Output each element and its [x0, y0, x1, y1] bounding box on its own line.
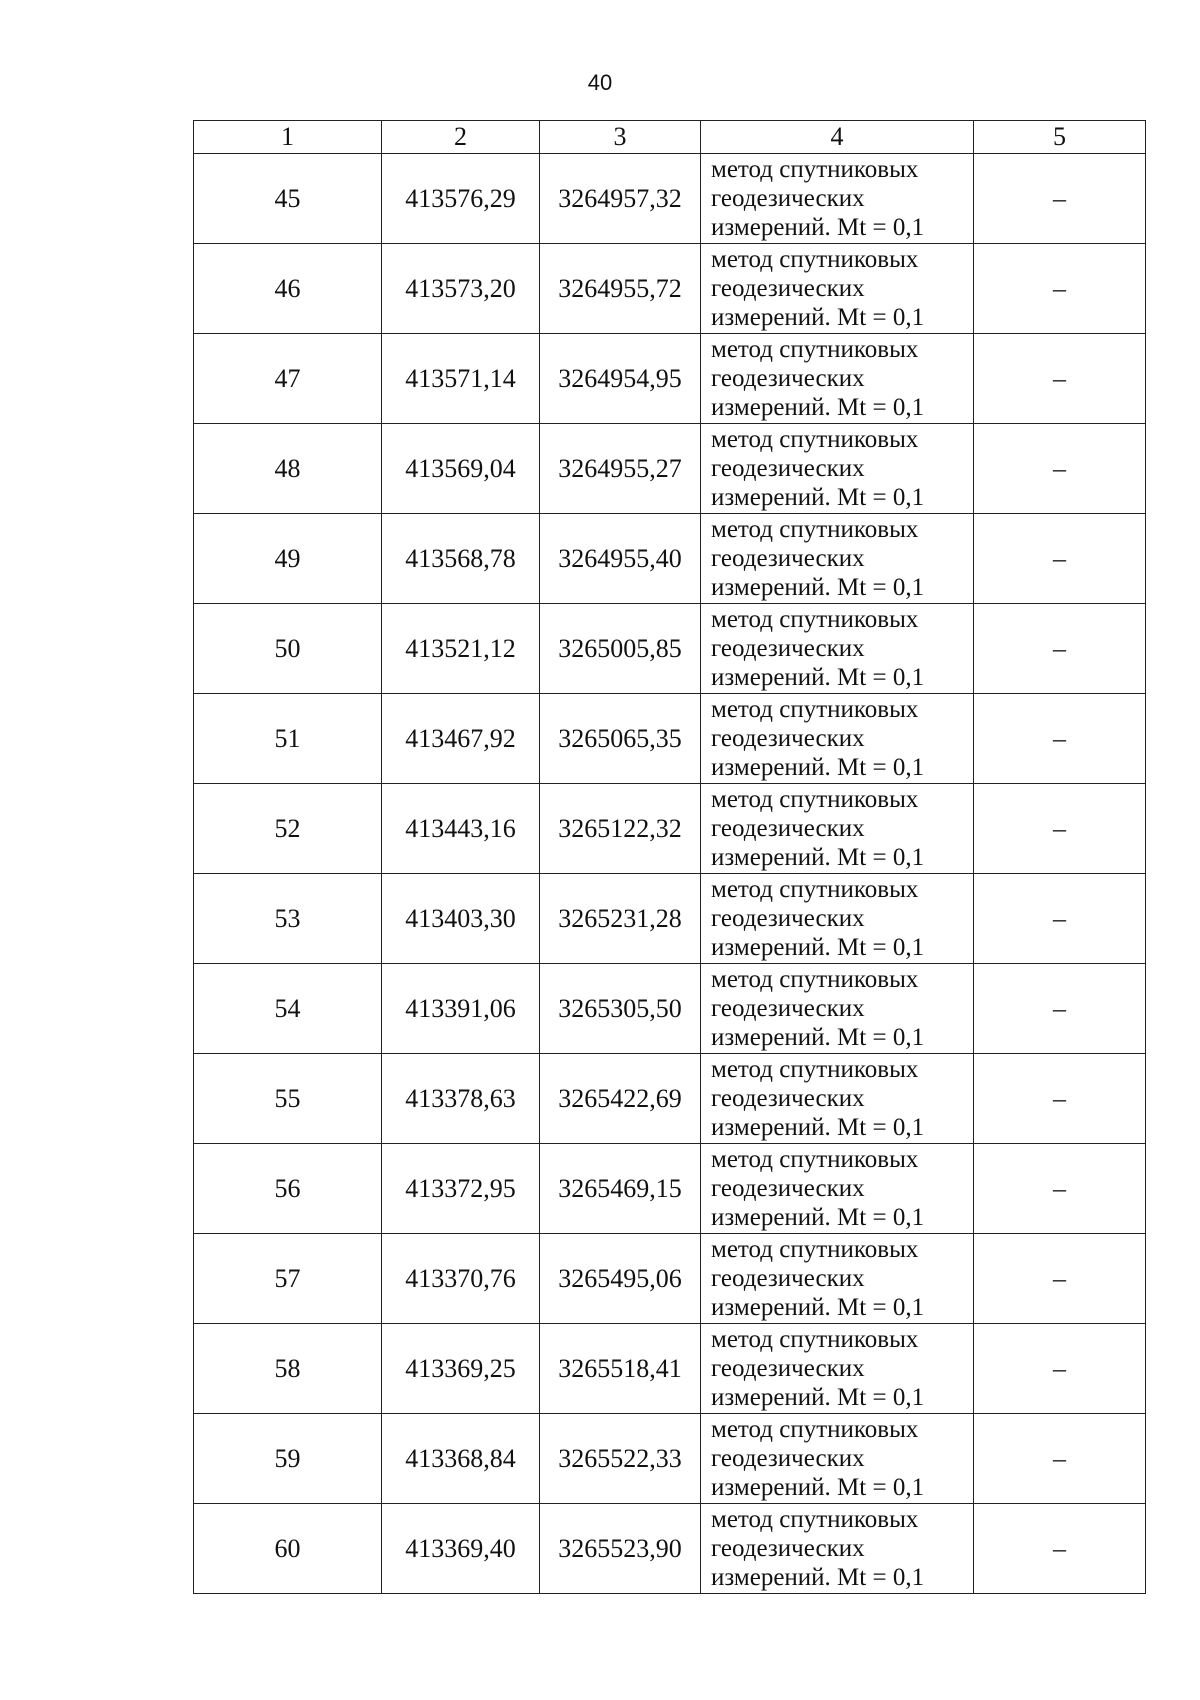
point-number-cell: 50 — [194, 604, 382, 694]
method-line: измерений. Mt = 0,1 — [711, 574, 925, 601]
coordinate-x-cell: 413370,76 — [382, 1234, 540, 1324]
method-line: геодезических — [711, 185, 865, 212]
method-line: метод спутниковых — [711, 426, 919, 453]
method-cell — [701, 1054, 974, 1144]
method-line: геодезических — [711, 365, 865, 392]
point-number-cell: 60 — [194, 1504, 382, 1594]
note-cell: – — [974, 784, 1146, 874]
coordinate-y-cell: 3265231,28 — [540, 874, 701, 964]
coordinate-y-cell: 3264955,27 — [540, 424, 701, 514]
method-line: метод спутниковых — [711, 876, 919, 903]
point-number-cell: 45 — [194, 154, 382, 244]
table-row — [194, 1324, 1146, 1414]
coordinate-y-cell: 3265005,85 — [540, 604, 701, 694]
coordinate-x-cell: 413573,20 — [382, 244, 540, 334]
method-line: метод спутниковых — [711, 1506, 919, 1533]
point-number-cell: 47 — [194, 334, 382, 424]
table-row — [194, 1054, 1146, 1144]
header-col-5: 5 — [974, 121, 1146, 154]
table-row — [194, 694, 1146, 784]
coordinate-y-cell: 3265523,90 — [540, 1504, 701, 1594]
method-line: геодезических — [711, 1445, 865, 1472]
method-line: измерений. Mt = 0,1 — [711, 1024, 925, 1051]
method-cell — [701, 514, 974, 604]
coordinate-y-cell: 3265122,32 — [540, 784, 701, 874]
coordinate-x-cell: 413378,63 — [382, 1054, 540, 1144]
method-line: метод спутниковых — [711, 1056, 919, 1083]
table-row — [194, 964, 1146, 1054]
method-cell — [701, 1234, 974, 1324]
note-cell: – — [974, 1414, 1146, 1504]
method-line: геодезических — [711, 995, 865, 1022]
method-line: метод спутниковых — [711, 336, 919, 363]
note-cell: – — [974, 424, 1146, 514]
method-cell — [701, 1324, 974, 1414]
method-cell — [701, 604, 974, 694]
method-cell — [701, 694, 974, 784]
method-line: геодезических — [711, 725, 865, 752]
table-row — [194, 1504, 1146, 1594]
method-line: геодезических — [711, 455, 865, 482]
method-line: геодезических — [711, 1265, 865, 1292]
table-row — [194, 514, 1146, 604]
note-cell: – — [974, 334, 1146, 424]
method-cell — [701, 244, 974, 334]
coordinate-y-cell: 3265522,33 — [540, 1414, 701, 1504]
method-line: метод спутниковых — [711, 966, 919, 993]
method-line: геодезических — [711, 905, 865, 932]
method-line: измерений. Mt = 0,1 — [711, 1114, 925, 1141]
coordinate-x-cell: 413521,12 — [382, 604, 540, 694]
method-line: метод спутниковых — [711, 696, 919, 723]
table-row — [194, 424, 1146, 514]
note-cell: – — [974, 1504, 1146, 1594]
coordinate-x-cell: 413369,40 — [382, 1504, 540, 1594]
coordinate-x-cell: 413368,84 — [382, 1414, 540, 1504]
method-line: измерений. Mt = 0,1 — [711, 1474, 925, 1501]
table-row — [194, 784, 1146, 874]
coordinate-y-cell: 3265469,15 — [540, 1144, 701, 1234]
method-line: измерений. Mt = 0,1 — [711, 1294, 925, 1321]
table-row — [194, 1234, 1146, 1324]
table-row — [194, 154, 1146, 244]
header-row — [194, 121, 1146, 154]
method-line: измерений. Mt = 0,1 — [711, 1204, 925, 1231]
coordinate-y-cell: 3265495,06 — [540, 1234, 701, 1324]
table-row — [194, 604, 1146, 694]
method-line: геодезических — [711, 1355, 865, 1382]
method-line: метод спутниковых — [711, 1326, 919, 1353]
table-row — [194, 334, 1146, 424]
coordinate-y-cell: 3264957,32 — [540, 154, 701, 244]
method-line: геодезических — [711, 1175, 865, 1202]
note-cell: – — [974, 874, 1146, 964]
method-line: измерений. Mt = 0,1 — [711, 844, 925, 871]
note-cell: – — [974, 244, 1146, 334]
coordinate-x-cell: 413391,06 — [382, 964, 540, 1054]
point-number-cell: 52 — [194, 784, 382, 874]
note-cell: – — [974, 694, 1146, 784]
note-cell: – — [974, 1144, 1146, 1234]
point-number-cell: 48 — [194, 424, 382, 514]
method-line: метод спутниковых — [711, 516, 919, 543]
method-line: измерений. Mt = 0,1 — [711, 1384, 925, 1411]
method-line: геодезических — [711, 275, 865, 302]
coordinate-y-cell: 3264955,72 — [540, 244, 701, 334]
page-number: 40 — [587, 70, 613, 95]
method-line: геодезических — [711, 1535, 865, 1562]
note-cell: – — [974, 1054, 1146, 1144]
method-line: измерений. Mt = 0,1 — [711, 1564, 925, 1591]
point-number-cell: 51 — [194, 694, 382, 784]
method-cell — [701, 1504, 974, 1594]
point-number-cell: 58 — [194, 1324, 382, 1414]
method-line: измерений. Mt = 0,1 — [711, 304, 925, 331]
coordinate-x-cell: 413569,04 — [382, 424, 540, 514]
method-line: измерений. Mt = 0,1 — [711, 394, 925, 421]
coordinates-table — [193, 120, 1146, 1594]
point-number-cell: 56 — [194, 1144, 382, 1234]
header-col-4: 4 — [701, 121, 974, 154]
coordinate-y-cell: 3265518,41 — [540, 1324, 701, 1414]
coordinate-x-cell: 413568,78 — [382, 514, 540, 604]
method-line: измерений. Mt = 0,1 — [711, 484, 925, 511]
method-line: метод спутниковых — [711, 1416, 919, 1443]
point-number-cell: 59 — [194, 1414, 382, 1504]
note-cell: – — [974, 1324, 1146, 1414]
coordinate-y-cell: 3264954,95 — [540, 334, 701, 424]
method-line: геодезических — [711, 545, 865, 572]
method-line: измерений. Mt = 0,1 — [711, 934, 925, 961]
method-cell — [701, 964, 974, 1054]
method-line: геодезических — [711, 635, 865, 662]
header-col-2: 2 — [382, 121, 540, 154]
method-cell — [701, 154, 974, 244]
method-line: метод спутниковых — [711, 246, 919, 273]
method-cell — [701, 874, 974, 964]
method-line: геодезических — [711, 1085, 865, 1112]
point-number-cell: 49 — [194, 514, 382, 604]
method-line: метод спутниковых — [711, 606, 919, 633]
method-line: метод спутниковых — [711, 156, 919, 183]
table-row — [194, 874, 1146, 964]
coordinate-x-cell: 413369,25 — [382, 1324, 540, 1414]
header-col-3: 3 — [540, 121, 701, 154]
method-cell — [701, 1144, 974, 1234]
coordinate-y-cell: 3265065,35 — [540, 694, 701, 784]
coordinate-x-cell: 413443,16 — [382, 784, 540, 874]
table-row — [194, 244, 1146, 334]
method-cell — [701, 424, 974, 514]
method-line: измерений. Mt = 0,1 — [711, 754, 925, 781]
coordinate-y-cell: 3264955,40 — [540, 514, 701, 604]
point-number-cell: 55 — [194, 1054, 382, 1144]
note-cell: – — [974, 604, 1146, 694]
coordinate-x-cell: 413571,14 — [382, 334, 540, 424]
method-line: метод спутниковых — [711, 1146, 919, 1173]
point-number-cell: 53 — [194, 874, 382, 964]
table-header — [194, 121, 1146, 154]
method-cell — [701, 1414, 974, 1504]
method-cell — [701, 334, 974, 424]
point-number-cell: 57 — [194, 1234, 382, 1324]
note-cell: – — [974, 964, 1146, 1054]
method-line: метод спутниковых — [711, 1236, 919, 1263]
coordinate-x-cell: 413467,92 — [382, 694, 540, 784]
method-line: геодезических — [711, 815, 865, 842]
table-row — [194, 1144, 1146, 1234]
note-cell: – — [974, 514, 1146, 604]
method-line: метод спутниковых — [711, 786, 919, 813]
note-cell: – — [974, 1234, 1146, 1324]
header-col-1: 1 — [194, 121, 382, 154]
table-row — [194, 1414, 1146, 1504]
coordinate-y-cell: 3265305,50 — [540, 964, 701, 1054]
note-cell: – — [974, 154, 1146, 244]
coordinate-x-cell: 413576,29 — [382, 154, 540, 244]
method-cell — [701, 784, 974, 874]
coordinate-y-cell: 3265422,69 — [540, 1054, 701, 1144]
point-number-cell: 46 — [194, 244, 382, 334]
method-line: измерений. Mt = 0,1 — [711, 214, 925, 241]
coordinate-x-cell: 413403,30 — [382, 874, 540, 964]
method-line: измерений. Mt = 0,1 — [711, 664, 925, 691]
coordinate-x-cell: 413372,95 — [382, 1144, 540, 1234]
table-body — [194, 154, 1146, 1594]
point-number-cell: 54 — [194, 964, 382, 1054]
